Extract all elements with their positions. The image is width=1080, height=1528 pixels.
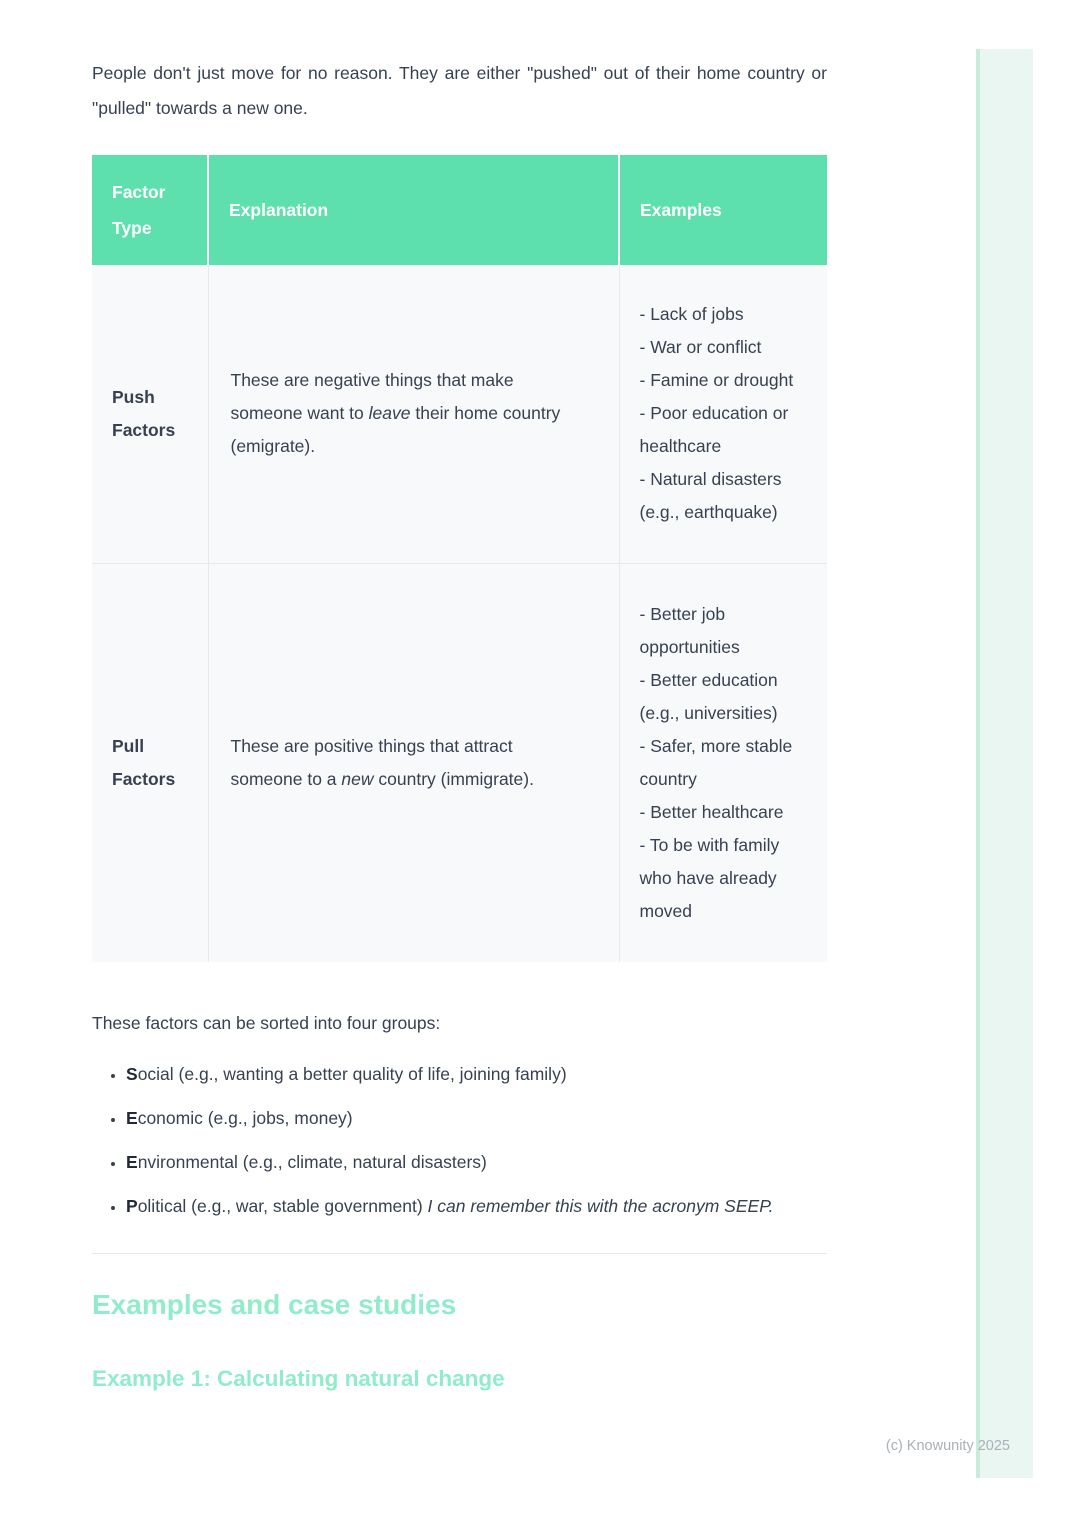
pull-explanation-italic: new: [341, 768, 374, 789]
group-item-lead: E: [126, 1152, 138, 1172]
pull-factor-type-label: Pull Factors: [92, 563, 208, 962]
pull-example-item: - Better job opportunities: [639, 603, 740, 657]
push-example-item: - War or conflict: [639, 337, 762, 358]
push-example-item: - Famine or drought: [639, 370, 794, 391]
group-item-lead: E: [126, 1108, 138, 1128]
group-item-lead: P: [126, 1196, 138, 1216]
group-item-economic: [126, 1102, 827, 1135]
push-explanation-post: their home country (emigrate).: [230, 403, 561, 457]
section-divider: [92, 1253, 827, 1254]
section-heading: Examples and case studies: [92, 1289, 457, 1320]
group-item-text: conomic (e.g., jobs, money): [137, 1108, 353, 1128]
example-subheading: Example 1: Calculating natural change: [92, 1366, 505, 1391]
pull-explanation-cell: [208, 563, 619, 962]
push-factor-type-label: Push Factors: [92, 265, 208, 563]
group-item-note: I can remember this with the acronym SEEP.: [427, 1196, 774, 1216]
copyright-note: (c) Knowunity 2025: [885, 1438, 1010, 1454]
group-item-social: [126, 1058, 827, 1091]
pull-explanation-post: country (immigrate).: [373, 768, 534, 789]
groups-intro-text: These factors can be sorted into four groups:: [92, 1013, 441, 1033]
pull-example-item: - Better healthcare: [639, 801, 784, 822]
group-item-text: olitical (e.g., war, stable government): [137, 1196, 428, 1216]
pull-explanation-pre: These are positive things that attract someone to a: [230, 735, 513, 789]
push-explanation-cell: [208, 265, 619, 563]
push-explanation-pre: These are negative things that make someone want to: [230, 370, 514, 424]
push-examples-cell: [619, 265, 827, 563]
table-row-pull-factors: [92, 563, 827, 962]
table-header-row: [92, 155, 827, 265]
right-accent-stripe: [976, 49, 1033, 1478]
group-item-text: nvironmental (e.g., climate, natural disasters): [137, 1152, 487, 1172]
push-example-item: - Natural disasters (e.g., earthquake): [639, 469, 782, 523]
group-item-text: ocial (e.g., wanting a better quality of life, joining family): [137, 1064, 567, 1084]
table-row-push-factors: [92, 265, 827, 563]
pull-example-item: - Better education (e.g., universities): [639, 669, 778, 723]
page-content: [92, 0, 827, 1393]
push-explanation-italic: leave: [368, 403, 411, 424]
header-explanation: Explanation: [208, 155, 619, 265]
group-item-lead: S: [126, 1064, 138, 1084]
factors-table: [92, 155, 827, 962]
factor-groups-list: [92, 1058, 827, 1223]
push-example-item: - Poor education or healthcare: [639, 403, 789, 457]
intro-paragraph: People don't just move for no reason. They are either "pushed" out of their home country or "pulled" towards a new one.: [92, 63, 827, 118]
header-factor-type: Factor Type: [92, 155, 208, 265]
header-examples: Examples: [619, 155, 827, 265]
group-item-environmental: [126, 1146, 827, 1179]
pull-examples-cell: [619, 563, 827, 962]
group-item-political: [126, 1190, 827, 1223]
pull-example-item: - To be with family who have already moved: [639, 834, 780, 921]
push-example-item: - Lack of jobs: [639, 304, 744, 325]
pull-example-item: - Safer, more stable country: [639, 735, 793, 789]
